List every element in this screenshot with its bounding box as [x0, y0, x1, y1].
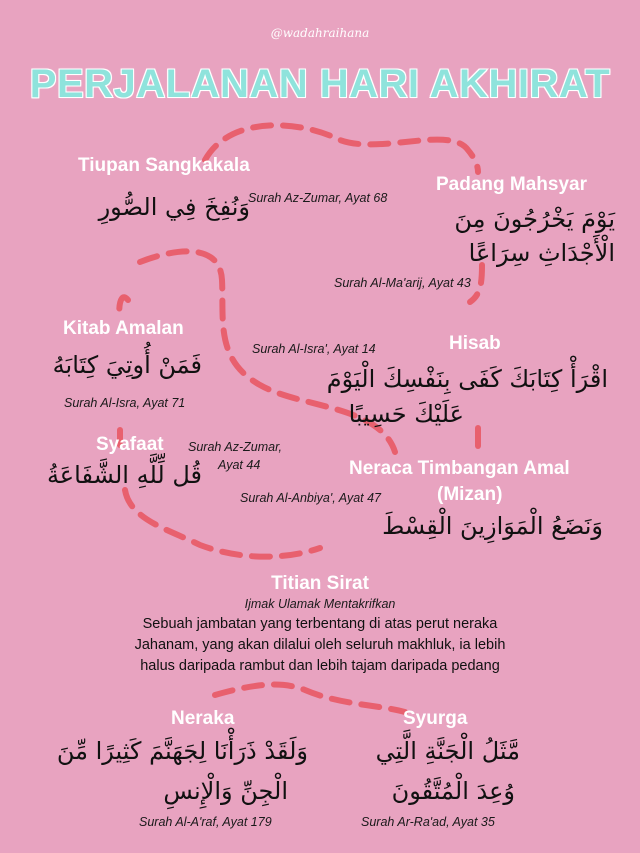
titian-description-1: Sebuah jambatan yang terbentang di atas perut neraka	[142, 616, 498, 632]
ref-hisab: Surah Al-Isra', Ayat 14	[252, 342, 376, 356]
heading-neraka: Neraka	[171, 708, 235, 729]
arabic-kitab: فَمَنْ أُوتِيَ كِتَابَهُ	[52, 351, 202, 379]
ref-syafaat-2: Ayat 44	[218, 458, 261, 472]
ref-tiupan: Surah Az-Zumar, Ayat 68	[248, 191, 388, 205]
arabic-tiupan: وَنُفِخَ فِي الصُّورِ	[98, 193, 250, 221]
arabic-neraca: وَنَضَعُ الْمَوَازِينَ الْقِسْطَ	[382, 512, 603, 540]
arabic-neraka-1: وَلَقَدْ ذَرَأْنَا لِجَهَنَّمَ كَثِيرًا مِّنَ	[56, 737, 308, 765]
heading-tiupan-sangkakala: Tiupan Sangkakala	[78, 155, 250, 176]
arabic-syafaat: قُل لِّلَّهِ الشَّفَاعَةُ	[46, 461, 202, 489]
heading-padang-mahsyar: Padang Mahsyar	[436, 174, 587, 195]
titian-description-2: Jahanam, yang akan dilalui oleh seluruh makhluk, ia lebih	[134, 637, 506, 653]
heading-kitab-amalan: Kitab Amalan	[63, 318, 184, 339]
heading-neraca: Neraca Timbangan Amal	[349, 458, 570, 479]
arabic-syurga-1: مَّثَلُ الْجَنَّةِ الَّتِي	[375, 737, 520, 765]
arabic-neraka-2: الْجِنِّ وَالْإِنسِ	[163, 777, 288, 805]
ref-neraka: Surah Al-A'raf, Ayat 179	[139, 815, 272, 829]
ref-titian: Ijmak Ulamak Mentakrifkan	[244, 597, 396, 611]
arabic-hisab-1: اقْرَأْ كِتَابَكَ كَفَى بِنَفْسِكَ الْيَوْمَ	[326, 365, 608, 393]
arabic-padang-2: الْأَجْدَاثِ سِرَاعًا	[468, 239, 615, 267]
arabic-padang-1: يَوْمَ يَخْرُجُونَ مِنَ	[454, 205, 615, 233]
heading-hisab: Hisab	[449, 333, 501, 354]
titian-description-3: halus daripada rambut dan lebih tajam daripada pedang	[140, 658, 500, 674]
author-handle: @wadahraihana	[270, 26, 370, 40]
ref-neraca: Surah Al-Anbiya', Ayat 47	[240, 491, 382, 505]
arabic-hisab-2: عَلَيْكَ حَسِيبًا	[348, 400, 464, 428]
path-segment-left	[119, 297, 128, 318]
heading-syurga: Syurga	[403, 708, 468, 729]
heading-mizan: (Mizan)	[437, 484, 503, 505]
ref-syurga: Surah Ar-Ra'ad, Ayat 35	[361, 815, 495, 829]
heading-titian-sirat: Titian Sirat	[271, 573, 369, 594]
path-segment-bottom	[215, 685, 405, 712]
ref-kitab: Surah Al-Isra, Ayat 71	[64, 396, 186, 410]
page-title: PERJALANAN HARI AKHIRAT	[29, 62, 611, 106]
arabic-syurga-2: وُعِدَ الْمُتَّقُونَ	[391, 777, 515, 805]
ref-syafaat-1: Surah Az-Zumar,	[188, 440, 283, 454]
heading-syafaat: Syafaat	[96, 434, 164, 455]
ref-padang: Surah Al-Ma'arij, Ayat 43	[334, 276, 471, 290]
